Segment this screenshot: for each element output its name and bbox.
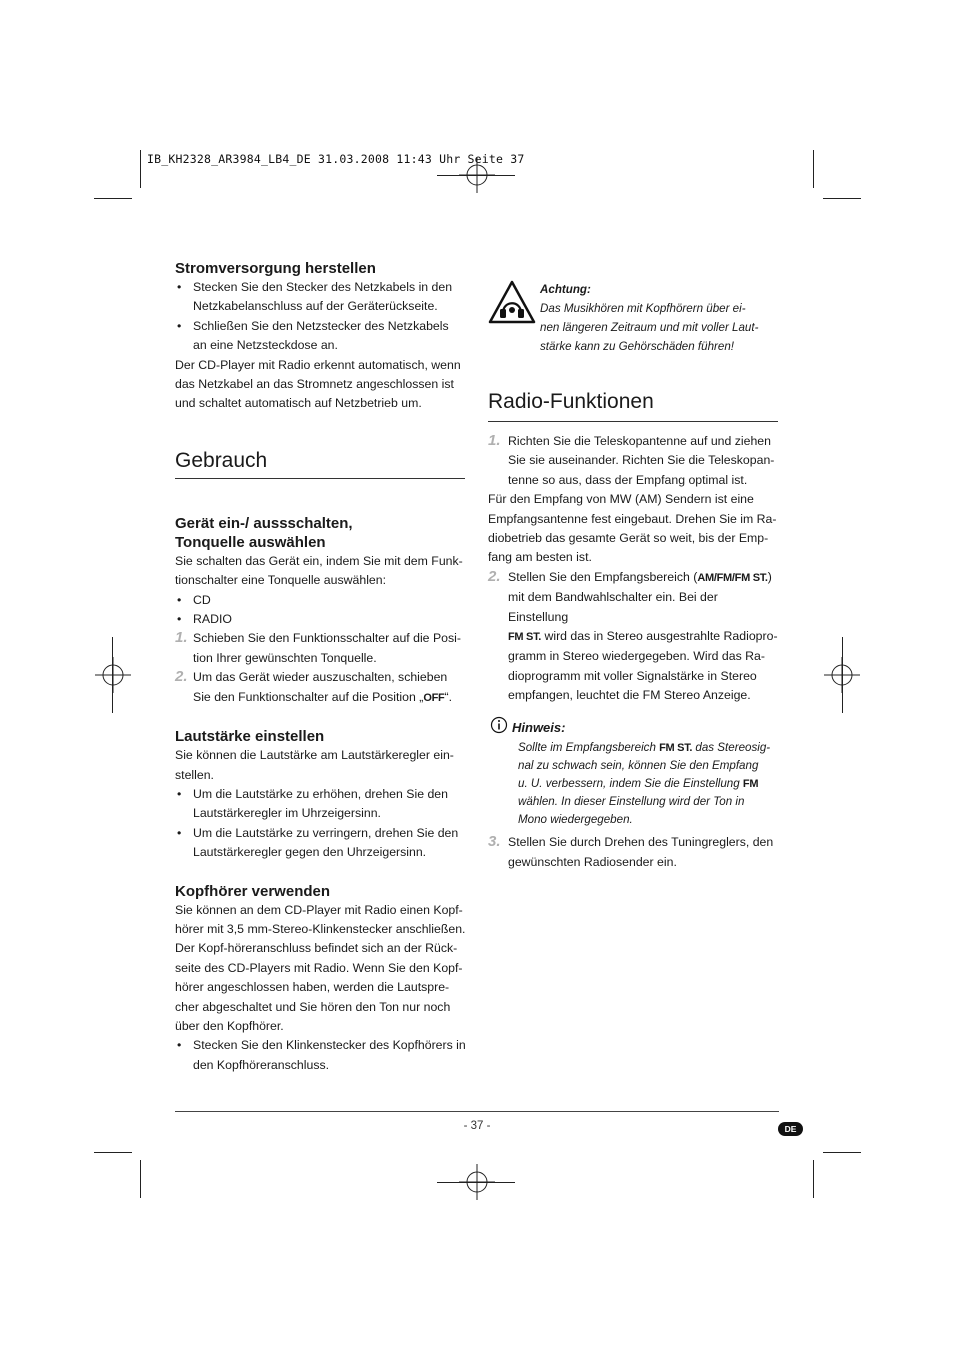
registration-mark-icon bbox=[822, 655, 862, 695]
step-number: 2. bbox=[175, 668, 188, 686]
crop-mark bbox=[94, 198, 132, 199]
band-setting: AM/FM/FM ST. bbox=[697, 571, 768, 584]
warning-headphones-icon bbox=[488, 280, 536, 324]
step-item: 1. Richten Sie die Teleskopantenne auf und ziehen Sie sie auseinander. Richten Sie die Teleskopan- tenne so aus, dass der Empfang optimal ist. bbox=[488, 432, 775, 487]
section-title-kopfhoerer: Kopfhörer verwenden bbox=[175, 882, 331, 900]
step-number: 1. bbox=[488, 432, 501, 449]
paragraph: Für den Empfang von MW (AM) Sendern ist eine Empfangsantenne fest eingebaut. Drehen Sie im Ra- diobetrieb das gesamte Gerät so weit, bis der Emp- fang am besten ist. bbox=[488, 492, 777, 565]
section-title-stromversorgung: Stromversorgung herstellen bbox=[175, 260, 376, 277]
crop-mark bbox=[140, 1160, 141, 1198]
step-item: 3. Stellen Sie durch Drehen des Tuningreglers, den gewünschten Radiosender ein. bbox=[488, 833, 774, 869]
crop-mark bbox=[823, 1152, 861, 1153]
registration-mark-icon bbox=[457, 1162, 497, 1202]
heading-radio-funktionen: Radio-Funktionen bbox=[488, 390, 654, 413]
paragraph: Der CD-Player mit Radio erkennt automatisch, wenn das Netzkabel an das Stromnetz angeschlossen ist und schaltet automatisch auf Netzbetrieb um. bbox=[175, 357, 461, 411]
left-column bbox=[175, 259, 467, 1075]
section-title-geraet: Gerät ein-/ aussschalten, Tonquelle auswählen bbox=[175, 514, 353, 551]
crop-mark bbox=[823, 198, 861, 199]
list-item: • Um die Lautstärke zu verringern, drehen Sie den Lautstärkeregler gegen den Uhrzeigersinn. bbox=[177, 825, 459, 860]
step-number: 1. bbox=[175, 629, 188, 647]
registration-mark-icon bbox=[457, 155, 497, 195]
warning-title: Achtung: bbox=[540, 283, 591, 296]
crop-mark bbox=[813, 150, 814, 188]
hint-box bbox=[488, 718, 780, 829]
step-number: 3. bbox=[488, 833, 501, 851]
step-number: 2. bbox=[488, 567, 501, 585]
list-item: • RADIO bbox=[177, 612, 232, 627]
crop-mark bbox=[94, 1152, 132, 1153]
step-item: 2. Um das Gerät wieder auszuschalten, schieben Sie den Funktionschalter auf die Position „OFF“. bbox=[175, 668, 452, 704]
crop-mark bbox=[813, 1160, 814, 1198]
paragraph: Sie schalten das Gerät ein, indem Sie mit dem Funk- tionschalter eine Tonquelle auswählen: bbox=[175, 553, 463, 588]
info-icon bbox=[490, 716, 508, 734]
fm-stereo-setting: FM ST. bbox=[508, 631, 542, 644]
list-item: • Schließen Sie den Netzstecker des Netzkabels an eine Netzsteckdose an. bbox=[177, 318, 449, 353]
right-column bbox=[488, 389, 780, 872]
list-item: • Stecken Sie den Klinkenstecker des Kopfhörers in den Kopfhöreranschluss. bbox=[177, 1038, 466, 1072]
switch-position-off: OFF bbox=[423, 691, 445, 704]
step-item: 1. Schieben Sie den Funktionsschalter auf die Posi- tion Ihrer gewünschten Tonquelle. bbox=[175, 629, 461, 665]
warning-text: Das Musikhören mit Kopfhörern über ei- nen längeren Zeitraum und mit voller Laut- stärke kann zu Gehörschäden führen! bbox=[540, 302, 759, 353]
list-item: • Um die Lautstärke zu erhöhen, drehen Sie den Lautstärkeregler im Uhrzeigersinn. bbox=[177, 786, 448, 821]
page-number: - 37 - bbox=[463, 1120, 491, 1132]
section-title-lautstaerke: Lautstärke einstellen bbox=[175, 728, 325, 746]
list-item: • Stecken Sie den Stecker des Netzkabels in den Netzkabelanschluss auf der Geräterückseite. bbox=[177, 280, 453, 314]
warning-box bbox=[540, 280, 780, 356]
paragraph: Sie können die Lautstärke am Lautstärkeregler ein- stellen. bbox=[175, 748, 454, 782]
hint-title: Hinweis: bbox=[512, 719, 566, 735]
footer-rule bbox=[175, 1111, 779, 1112]
hint-text: Sollte im Empfangsbereich FM ST. das Stereosig- nal zu schwach sein, können Sie den Empfang u. U. verbessern, indem Sie die Einstellung FM wählen. In dieser Einstellung wird der Ton in Mono wiedergegeben. bbox=[518, 741, 771, 827]
list-item: • CD bbox=[177, 592, 211, 607]
step-item: 2. Stellen Sie den Empfangsbereich (AM/FM/FM ST.) mit dem Bandwahlschalter ein. Bei der Einstellung FM ST. wird das in Stereo ausgestrahlte Radiopro- gramm in Stereo wiedergegeben. Wird das Ra- dioprogramm mit voller Signalstärke in Stereo empfangen, leuchtet die FM Stereo Anzeige. bbox=[488, 567, 778, 703]
heading-gebrauch: Gebrauch bbox=[175, 448, 268, 472]
crop-mark bbox=[140, 150, 141, 188]
print-header: IB_KH2328_AR3984_LB4_DE 31.03.2008 11:43 Uhr Seite 37 bbox=[147, 152, 525, 166]
paragraph: Sie können an dem CD-Player mit Radio einen Kopf- hörer mit 3,5 mm-Stereo-Klinkenstecker anschließen. Der Kopf-höreranschluss befindet sich an der Rück- seite des CD-Players mit Radio. Wenn Sie den Kopf- hörer angeschlossen haben, werden die Lautspre- cher abgeschaltet und Sie hören den Ton nur noch über den Kopfhörer. bbox=[175, 902, 466, 1033]
registration-mark-icon bbox=[93, 655, 133, 695]
language-badge: DE bbox=[778, 1122, 803, 1136]
